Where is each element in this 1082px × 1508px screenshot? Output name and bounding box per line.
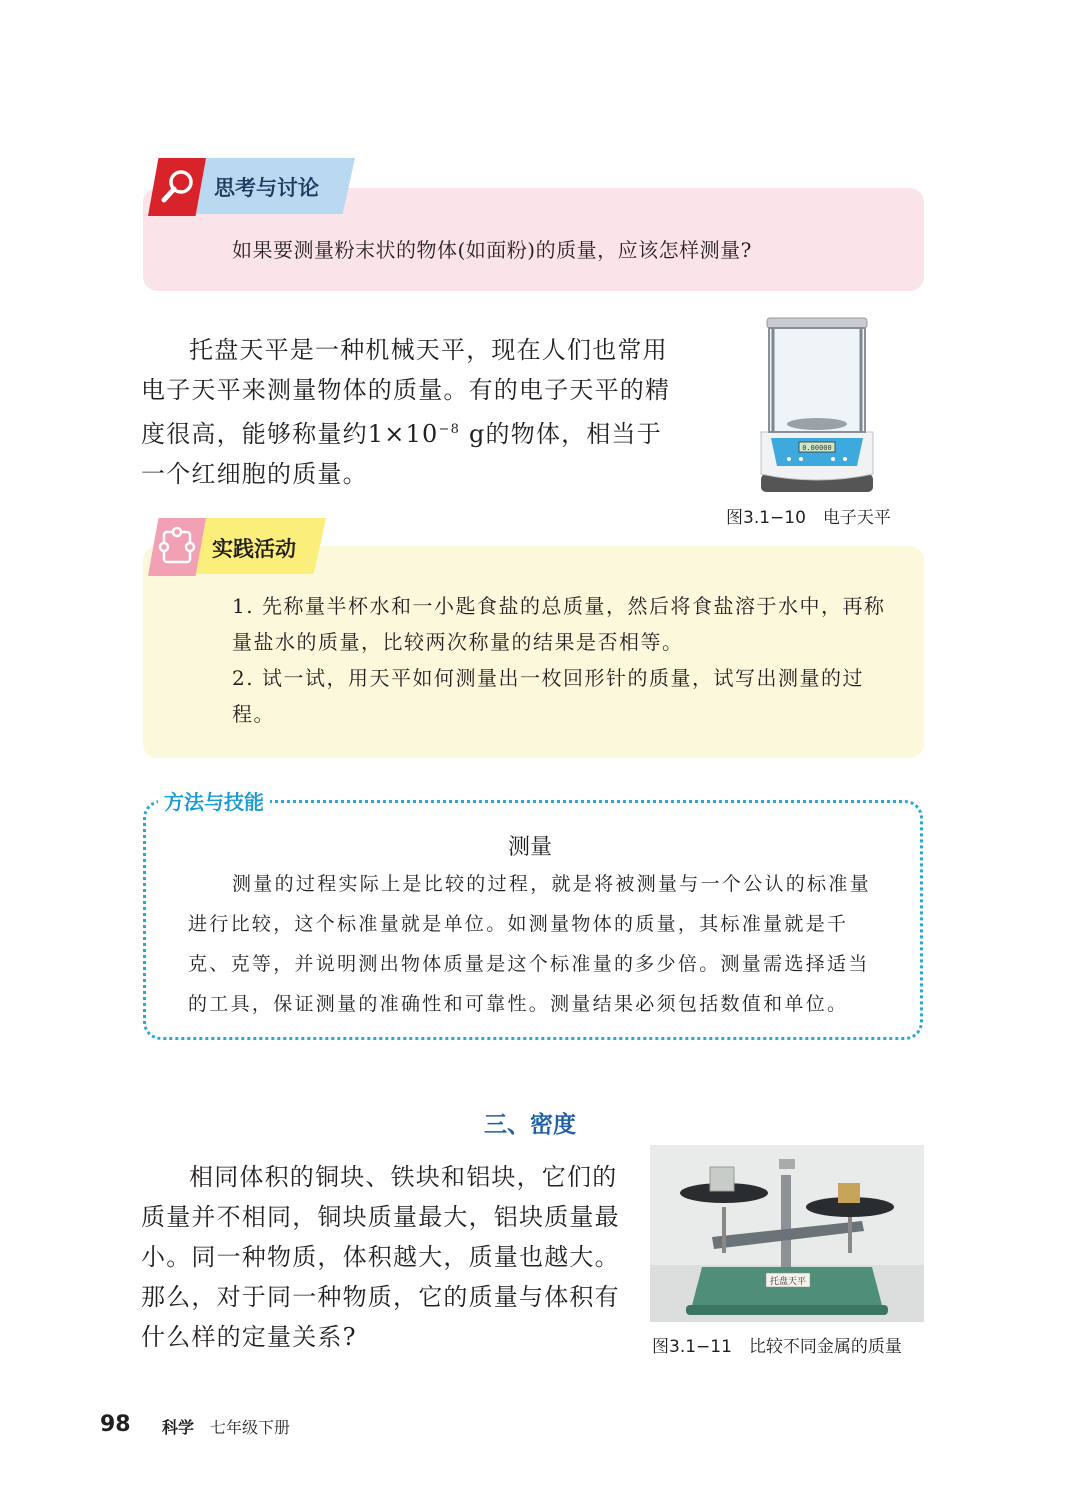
method-paragraph: 测量的过程实际上是比较的过程，就是将被测量与一个公认的标准量进行比较，这个标准量就是单位。如测量物体的质量，其标准量就是千克、克等，并说明测出物体质量是这个标准量的多少倍。测量需选择适当的工具，保证测量的准确性和可靠性。测量结果必须包括数值和单位。 (188, 873, 872, 1015)
tray-balance-image (650, 1145, 924, 1322)
method-skill-label: 方法与技能 (158, 786, 270, 815)
practice-item: 2. 试一试，用天平如何测量出一枚回形针的质量，试写出测量的过程。 (232, 666, 864, 726)
practice-item: 1. 先称量半杯水和一小匙食盐的总质量，然后将食盐溶于水中，再称量盐水的质量，比较两次称量的结果是否相等。 (232, 594, 886, 654)
body-paragraph-balance (141, 330, 686, 494)
think-discuss-question: 如果要测量粉末状的物体(如面粉)的质量，应该怎样测量? (232, 238, 752, 262)
balance-display-readout: 0.00000 (802, 444, 832, 452)
figure-caption-tray-balance: 图3.1−11 比较不同金属的质量 (652, 1337, 902, 1357)
practice-activity-list (188, 588, 888, 732)
paragraph-text: 托盘天平是一种机械天平，现在人们也常用电子天平来测量物体的质量。有的电子天平的精度很高，能够称量约1×10 (141, 336, 671, 448)
section-heading-density: 三、密度 (484, 1112, 576, 1138)
paragraph-text-end: g的物体，相当于一个红细胞的质量。 (141, 420, 662, 488)
method-skill-text (188, 864, 888, 1024)
paragraph-text: 相同体积的铜块、铁块和铝块，它们的质量并不相同，铜块质量最大，铝块质量最小。同一种物质，体积越大，质量也越大。那么，对于同一种物质，它的质量与体积有什么样的定量关系? (141, 1163, 620, 1351)
page-number: 98 (100, 1412, 131, 1437)
practice-activity-title: 实践活动 (212, 537, 296, 561)
balance-label-text: 托盘天平 (769, 1277, 807, 1287)
footer-grade: 七年级下册 (210, 1418, 291, 1437)
think-discuss-title: 思考与讨论 (214, 176, 319, 200)
footer-subject: 科学 (162, 1418, 195, 1437)
body-paragraph-density (141, 1157, 621, 1357)
method-skill-heading: 测量 (508, 835, 553, 860)
electronic-balance-image (757, 314, 877, 496)
exponent: −8 (438, 422, 461, 437)
figure-caption-electronic-balance: 图3.1−10 电子天平 (726, 508, 891, 528)
